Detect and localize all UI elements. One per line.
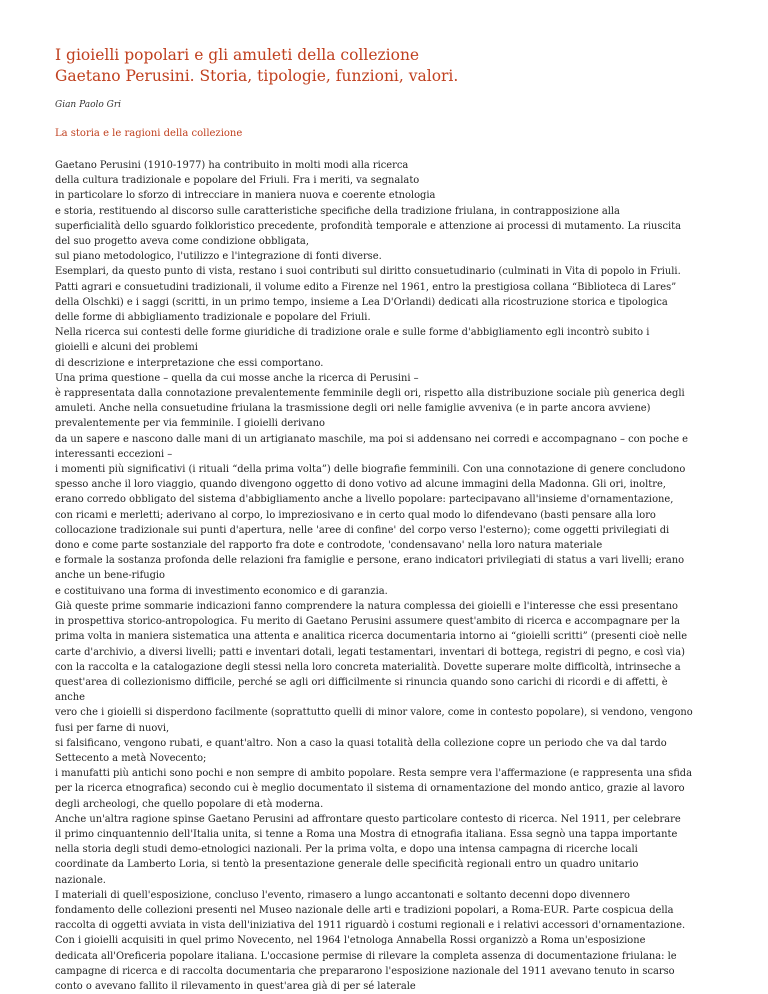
body-line: del suo progetto aveva come condizione obbligata, — [55, 236, 309, 248]
body-line: Settecento a metà Novecento; — [55, 752, 207, 764]
body-line: degli archeologi, che quello popolare di età moderna. — [55, 798, 324, 810]
body-line: carte d'archivio, a diversi livelli; patti e inventari dotali, legati testamentari, inventari di bottega, registri di pegno, e così via) — [55, 646, 685, 658]
body-line: in particolare lo sforzo di intrecciare in maniera nuova e coerente etnologia — [55, 190, 436, 202]
body-line: erano corredo obbligato del sistema d'abbigliamento anche a livello popolare: partecipavano all'insieme d'ornamentazione, — [55, 494, 674, 506]
body-line: amuleti. Anche nella consuetudine friulana la trasmissione degli ori nelle famiglie avveniva (e in parte ancora avviene) — [55, 403, 651, 415]
title-line-1: I gioielli popolari e gli amuleti della collezione — [55, 46, 420, 64]
body-line: i momenti più significativi (i rituali “della prima volta”) delle biografie femminili. Con una connotazione di genere concludono — [55, 464, 686, 476]
author-name: Gian Paolo Gri — [55, 100, 122, 110]
body-line: Già queste prime sommarie indicazioni fanno comprendere la natura complessa dei gioielli e l'interesse che essi presentano — [55, 600, 679, 612]
body-line: quest'area di collezionismo difficile, perché se agli ori difficilmente si rinuncia quando sono carichi di ricordi e di affetti, è — [55, 676, 668, 688]
body-line: Anche un'altra ragione spinse Gaetano Perusini ad affrontare questo particolare contesto di ricerca. Nel 1911, per celebrare — [55, 813, 681, 825]
body-line: Gaetano Perusini (1910-1977) ha contribuito in molti modi alla ricerca — [55, 160, 409, 171]
body-line: di descrizione e interpretazione che essi comportano. — [55, 357, 324, 369]
title-line-2: Gaetano Perusini. Storia, tipologie, funzioni, valori. — [55, 67, 459, 85]
body-line: Patti agrari e consuetudini tradizionali, il volume edito a Firenze nel 1961, entro la prestigiosa collana “Biblioteca di Lares” — [55, 281, 677, 293]
body-line: e costituivano una forma di investimento economico e di garanzia. — [55, 585, 388, 597]
body-line: raccolta di oggetti avviata in vista dell'iniziativa del 1911 riguardò i costumi regionali e i relativi accessori d'ornamentazione. — [55, 920, 686, 932]
body-line: Con i gioielli acquisiti in quel primo Novecento, nel 1964 l'etnologa Annabella Rossi organizzò a Roma un'esposizione — [55, 935, 646, 947]
body-line: della Olschki) e i saggi (scritti, in un primo tempo, insieme a Lea D'Orlandi) dedicati alla ricostruzione storica e tipologica — [55, 296, 668, 308]
body-line: sul piano metodologico, l'utilizzo e l'integrazione di fonti diverse. — [55, 251, 382, 263]
body-line: nazionale. — [55, 874, 106, 886]
body-line: fusi per farne di nuovi, — [55, 722, 170, 734]
body-line: superficialità dello sguardo folkloristico precedente, profondità temporale e attenzione ai processi di mutamento. La riuscita — [55, 220, 681, 232]
body-line: della cultura tradizionale e popolare del Friuli. Fra i meriti, va segnalato — [55, 175, 420, 187]
body-line: con ricami e merletti; aderivano al corpo, lo impreziosivano e in certo qual modo lo difendevano (basti pensare alla loro — [55, 509, 656, 521]
body-line: prevalentemente per via femminile. I gioielli derivano — [55, 418, 325, 430]
body-line: Una prima questione – quella da cui mosse anche la ricerca di Perusini – — [55, 372, 419, 384]
body-text — [55, 158, 715, 994]
body-line: anche — [55, 692, 85, 704]
body-line: coordinate da Lamberto Loria, si tentò la presentazione generale delle specificità regionali entro un quadro unitario — [55, 859, 639, 871]
body-line: delle forme di abbigliamento tradizionale e popolare del Friuli. — [55, 312, 371, 324]
body-line: spesso anche il loro viaggio, quando divengono oggetto di dono votivo ad alcune immagini della Madonna. Gli ori, inoltre, — [55, 479, 666, 491]
body-line: da un sapere e nascono dalle mani di un artigianato maschile, ma poi si addensano nei corredi e accompagnano – con poche e — [55, 433, 689, 445]
body-line: dedicata all'Oreficeria popolare italiana. L'occasione permise di rilevare la completa assenza di documentazione friulana: le — [55, 950, 677, 962]
body-line: anche un bene-rifugio — [55, 570, 166, 582]
body-line: prima volta in maniera sistematica una attenta e analitica ricerca documentaria intorno ai “gioielli scritti” (presenti cioè nelle — [55, 631, 688, 643]
body-line: interessanti eccezioni – — [55, 448, 173, 460]
body-line: i manufatti più antichi sono pochi e non sempre di ambito popolare. Resta sempre vera l'affermazione (e rappresenta una sfida — [55, 768, 692, 780]
body-line: per la ricerca etnografica) secondo cui è meglio documentato il sistema di ornamentazione del mondo antico, grazie al lavoro — [55, 783, 685, 795]
body-line: campagne di ricerca e di raccolta documentaria che prepararono l'esposizione nazionale del 1911 avevano tenuto in scarso — [55, 965, 675, 977]
section-heading: La storia e le ragioni della collezione — [55, 128, 243, 139]
body-line: vero che i gioielli si disperdono facilmente (soprattutto quelli di minor valore, come in contesto popolare), si vendono, vengono — [55, 707, 693, 719]
body-line: gioielli e alcuni dei problemi — [55, 342, 198, 354]
body-line: e formale la sostanza profonda delle relazioni fra famiglie e persone, erano indicatori privilegiati di status a vari livelli; erano — [55, 555, 685, 567]
body-line: dono e come parte sostanziale del rapporto fra dote e controdote, 'condensavano' nella loro natura materiale — [55, 540, 603, 552]
body-line: è rappresentata dalla connotazione prevalentemente femminile degli ori, rispetto alla distribuzione sociale più generica degli — [55, 388, 685, 400]
body-line: in prospettiva storico-antropologica. Fu merito di Gaetano Perusini assumere quest'ambito di ricerca e accompagnare per la — [55, 616, 681, 628]
body-line: collocazione tradizionale sui punti d'apertura, nelle 'aree di confine' del corpo verso l'esterno); come oggetti privilegiati di — [55, 524, 670, 536]
body-line: fondamento delle collezioni presenti nel Museo nazionale delle arti e tradizioni popolari, a Roma-EUR. Parte cospicua della — [55, 904, 674, 916]
body-line: con la raccolta e la catalogazione degli stessi nella loro concreta materialità. Dovette superare molte difficoltà, intrinseche a — [55, 661, 681, 673]
body-line: si falsificano, vengono rubati, e quant'altro. Non a caso la quasi totalità della collezione copre un periodo che va dal tardo — [55, 737, 667, 749]
body-line: e storia, restituendo al discorso sulle caratteristiche specifiche della tradizione friulana, in contrapposizione alla — [55, 205, 620, 217]
body-line: Esemplari, da questo punto di vista, restano i suoi contributi sul diritto consuetudinario (culminati in Vita di popolo in Friuli. — [55, 266, 681, 278]
body-line: nella storia degli studi demo-etnologici nazionali. Per la prima volta, e dopo una intensa campagna di ricerche locali — [55, 844, 638, 856]
document-title — [55, 45, 735, 87]
body-line: il primo cinquantennio dell'Italia unita, si tenne a Roma una Mostra di etnografia italiana. Essa segnò una tappa importante — [55, 828, 678, 840]
body-line: conto o avevano fallito il rilevamento in quest'area già di per sé laterale — [55, 980, 416, 992]
body-line: I materiali di quell'esposizione, concluso l'evento, rimasero a lungo accantonati e soltanto decenni dopo divennero — [55, 889, 630, 901]
body-line: Nella ricerca sui contesti delle forme giuridiche di tradizione orale e sulle forme d'abbigliamento egli incontrò subito i — [55, 327, 650, 339]
